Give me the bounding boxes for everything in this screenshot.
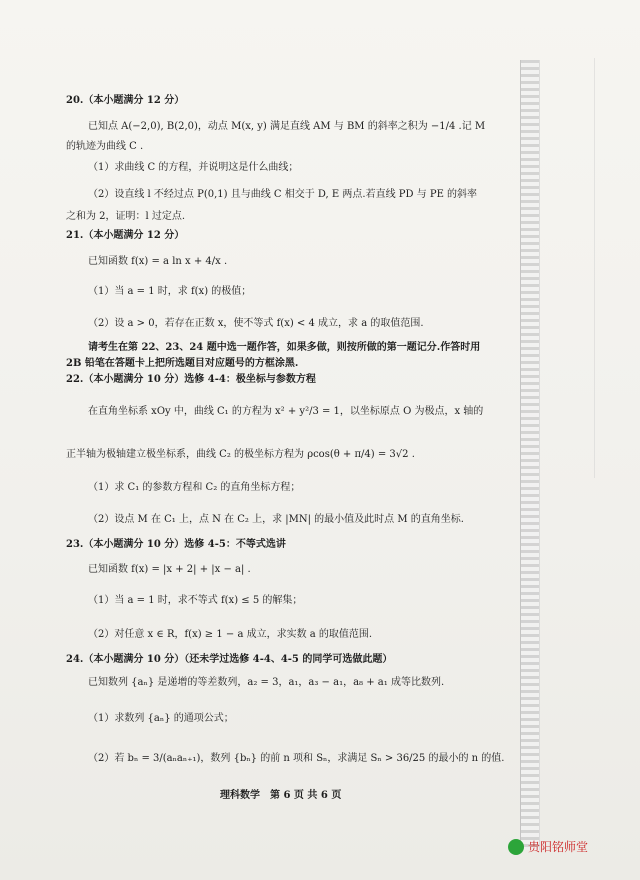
q22-part2: （2）设点 M 在 C₁ 上，点 N 在 C₂ 上，求 |MN| 的最小值及此时点 M 的直角坐标. [88, 514, 464, 525]
q21-title: 21.（本小题满分 12 分） [66, 230, 185, 241]
q20-part2-cont: 之和为 2，证明：l 过定点. [66, 211, 186, 222]
q23-title: 23.（本小题满分 10 分）选修 4-5：不等式选讲 [66, 539, 286, 550]
binding-spiral [520, 60, 540, 850]
q20-part1: （1）求曲线 C 的方程，并说明这是什么曲线； [88, 162, 299, 173]
q24-part1: （1）求数列 {aₙ} 的通项公式； [88, 713, 234, 724]
q22-title: 22.（本小题满分 10 分）选修 4-4：极坐标与参数方程 [66, 374, 316, 385]
q20-title: 20.（本小题满分 12 分） [66, 95, 185, 106]
q24-line1: 已知数列 {aₙ} 是递增的等差数列，a₂ = 3，a₁，a₃ − a₁，a₈ + a₁ 成等比数列. [88, 677, 445, 688]
q23-part2: （2）对任意 x ∈ R，f(x) ≥ 1 − a 成立，求实数 a 的取值范围. [88, 629, 373, 640]
q22-line1: 在直角坐标系 xOy 中，曲线 C₁ 的方程为 x² + y²/3 = 1，以坐标原点 O 为极点，x 轴的 [88, 406, 484, 417]
q22-part1: （1）求 C₁ 的参数方程和 C₂ 的直角坐标方程； [88, 482, 301, 493]
q24-title: 24.（本小题满分 10 分）（还未学过选修 4-4、4-5 的同学可选做此题） [66, 654, 393, 665]
q21-part2: （2）设 a > 0，若存在正数 x，使不等式 f(x) < 4 成立，求 a 的取值范围. [88, 318, 424, 329]
q22-line2: 正半轴为极轴建立极坐标系，曲线 C₂ 的极坐标方程为 ρcos(θ + π/4) = 3√2 . [66, 449, 415, 460]
q24-part2: （2）若 bₙ = 3/(aₙaₙ₊₁)，数列 {bₙ} 的前 n 项和 Sₙ，求满足 Sₙ > 36/25 的最小的 n 的值. [88, 753, 505, 764]
q21-line1: 已知函数 f(x) = a ln x + 4/x . [88, 256, 228, 267]
q21-part1: （1）当 a = 1 时，求 f(x) 的极值； [88, 286, 252, 297]
watermark [508, 838, 588, 855]
q23-part1: （1）当 a = 1 时，求不等式 f(x) ≤ 5 的解集； [88, 595, 303, 606]
q20-part2: （2）设直线 l 不经过点 P(0,1) 且与曲线 C 相交于 D, E 两点.若直线 PD 与 PE 的斜率 [88, 189, 478, 200]
q20-line2: 的轨迹为曲线 C . [66, 141, 144, 152]
instruction-line1: 请考生在第 22、23、24 题中选一题作答，如果多做，则按所做的第一题记分.作答时用 [88, 342, 481, 353]
margin-shadow [594, 58, 631, 478]
q20-line1: 已知点 A(−2,0), B(2,0)，动点 M(x, y) 满足直线 AM 与 BM 的斜率之积为 −1/4 .记 M [88, 121, 486, 132]
watermark-text: 贵阳铭师堂 [528, 840, 589, 854]
page-footer: 理科数学 第 6 页 共 6 页 [220, 790, 342, 801]
instruction-line2: 2B 铅笔在答题卡上把所选题目对应题号的方框涂黑. [66, 358, 299, 369]
q23-line1: 已知函数 f(x) = |x + 2| + |x − a| . [88, 564, 251, 575]
wechat-icon [508, 839, 524, 855]
